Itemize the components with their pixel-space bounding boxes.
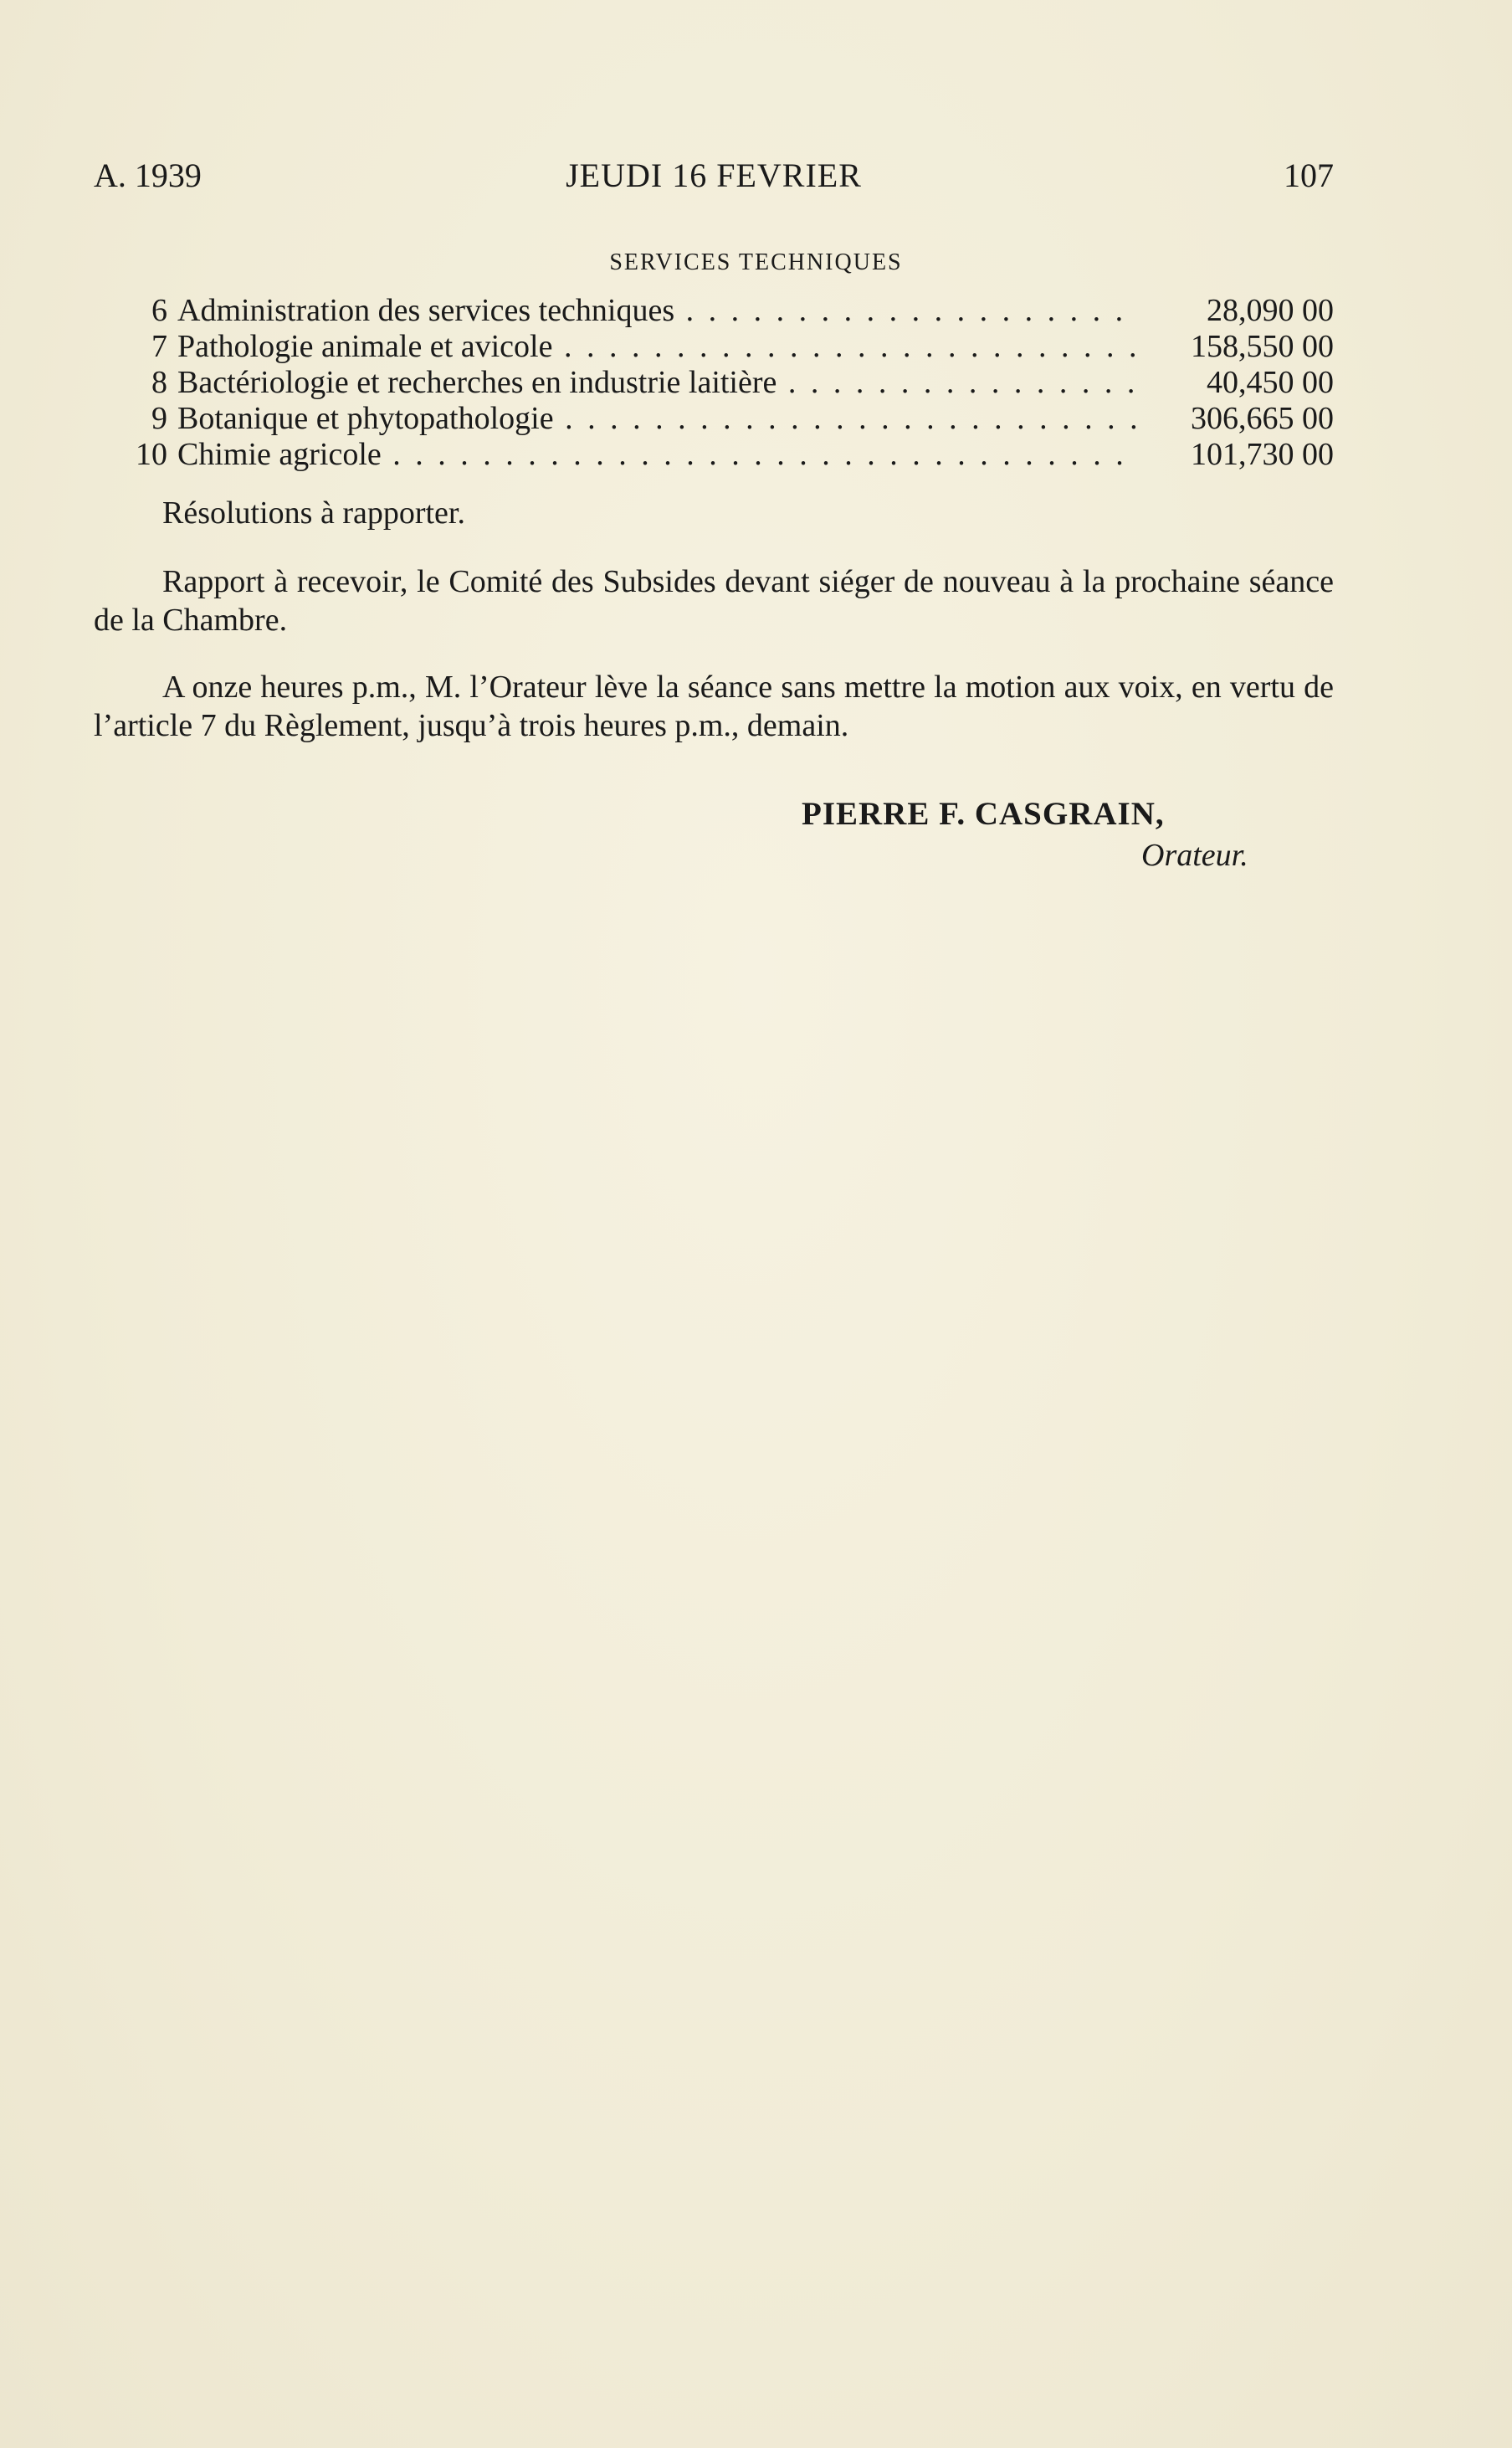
adjournment-paragraph: A onze heures p.m., M. l’Orateur lève la séance sans mettre la motion aux voix, en vertu de l’article 7 du Règlement, jusqu’à trois heures p.m., demain. <box>94 670 1334 743</box>
item-number: 6 <box>151 293 167 328</box>
item-label: Administration des services techniques . . . <box>177 293 1140 329</box>
rapport-paragraph: Rapport à recevoir, le Comité des Subsides devant siéger de nouveau à la prochaine séance de la Chambre. <box>94 564 1334 638</box>
list-item <box>134 401 1334 437</box>
running-header <box>94 151 1334 201</box>
page-number: 107 <box>1284 157 1334 194</box>
item-amount: 101,730 00 <box>1191 437 1334 472</box>
item-number: 8 <box>151 365 167 400</box>
item-number: 9 <box>151 401 167 436</box>
item-label: Chimie agricole . . . <box>177 437 1140 473</box>
list-item <box>134 365 1334 401</box>
item-label: Pathologie animale et avicole . . . <box>177 329 1140 365</box>
section-title: SERVICES TECHNIQUES <box>609 249 903 275</box>
appropriations-list <box>134 293 1334 473</box>
item-label: Bactériologie et recherches en industrie laitière . . . <box>177 365 1140 401</box>
header-year: A. 1939 <box>94 157 202 194</box>
signature-name: PIERRE F. CASGRAIN, <box>802 796 1165 832</box>
item-amount: 158,550 00 <box>1191 329 1334 364</box>
list-item <box>134 293 1334 329</box>
item-amount: 40,450 00 <box>1207 365 1334 400</box>
item-label: Botanique et phytopathologie . . . <box>177 401 1140 437</box>
header-date: JEUDI 16 FEVRIER <box>566 157 862 194</box>
item-amount: 28,090 00 <box>1207 293 1334 328</box>
signature-role: Orateur. <box>1141 838 1248 873</box>
list-item <box>134 437 1334 473</box>
item-number: 10 <box>136 437 167 472</box>
item-number: 7 <box>151 329 167 364</box>
item-amount: 306,665 00 <box>1191 401 1334 436</box>
resolutions-paragraph: Résolutions à rapporter. <box>162 495 465 531</box>
list-item <box>134 329 1334 365</box>
